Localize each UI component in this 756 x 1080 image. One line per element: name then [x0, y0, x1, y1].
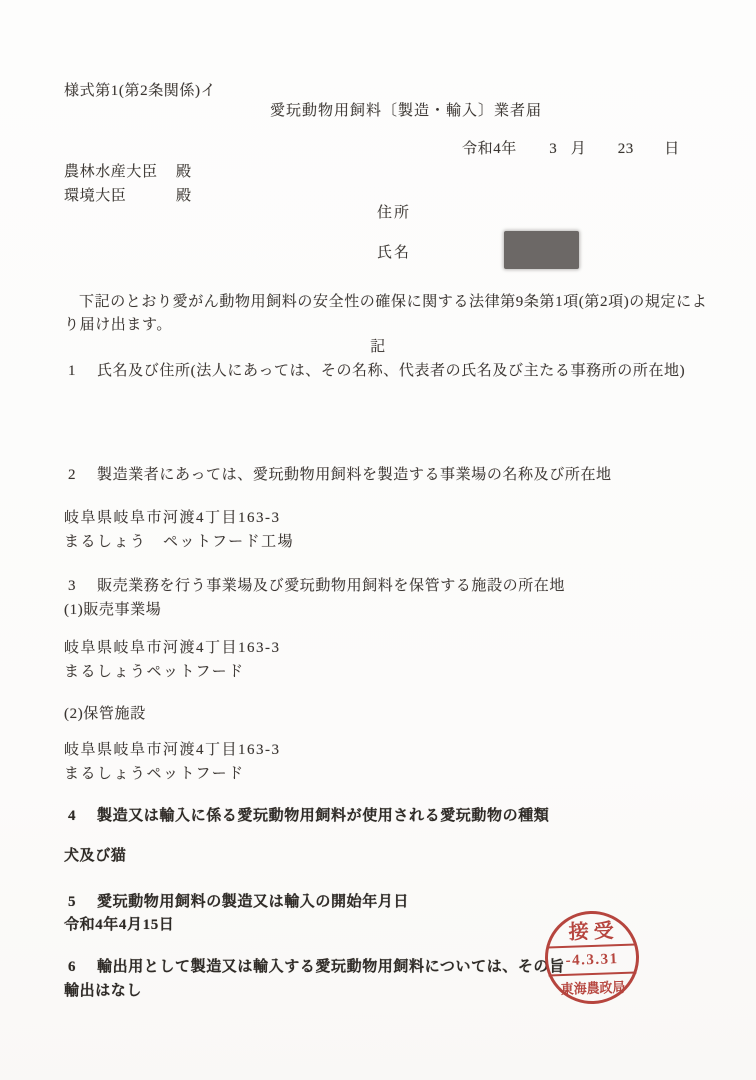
item-4-number: 4 — [68, 808, 77, 824]
addressee-environment-honorific: 殿 — [176, 188, 192, 204]
item-6-heading-text: 輸出用として製造又は輸入する愛玩動物用飼料については、その旨 — [97, 959, 565, 975]
item-1-number: 1 — [68, 363, 77, 379]
reception-stamp-date: -4.3.31 — [548, 945, 637, 976]
item-4-heading-text: 製造又は輸入に係る愛玩動物用飼料が使用される愛玩動物の種類 — [97, 808, 550, 824]
addressee-name: 農林水産大臣 — [64, 164, 158, 180]
form-reference: 様式第1(第2条関係)イ — [64, 83, 217, 99]
item-3-sub-1-label: (1)販売事業場 — [64, 602, 162, 618]
applicant-name-label: 氏名 — [377, 245, 412, 261]
addressee-agriculture-minister — [64, 162, 158, 182]
item-3-sub-1-name-line: まるしょうペットフード — [64, 664, 245, 680]
addressee-environment-minister — [64, 186, 126, 206]
intro-paragraph: 下記のとおり愛がん動物用飼料の安全性の確保に関する法律第9条第1項(第2項)の規定により届け出ます。 — [64, 294, 708, 333]
item-3-sub-1-address-line: 岐阜県岐阜市河渡4丁目163-3 — [64, 640, 281, 656]
item-2-heading — [68, 465, 612, 485]
applicant-address-label: 住所 — [377, 205, 412, 221]
addressee-agriculture-honorific: 殿 — [176, 164, 192, 180]
item-1-heading-text: 氏名及び住所(法人にあっては、その名称、代表者の氏名及び主たる事務所の所在地) — [97, 363, 686, 379]
date-line — [462, 139, 680, 159]
item-6-heading — [68, 957, 565, 977]
date-month-unit: 月 — [570, 141, 587, 157]
item-3-sub-2-address-line: 岐阜県岐阜市河渡4丁目163-3 — [64, 742, 281, 758]
item-5-heading — [68, 892, 409, 912]
item-3-heading-text: 販売業務を行う事業場及び愛玩動物用飼料を保管する施設の所在地 — [97, 578, 566, 594]
date-era-year: 令和4年 — [462, 141, 517, 157]
reception-stamp-office: 東海農政局 — [560, 980, 626, 999]
date-day-value: 23 — [617, 141, 634, 157]
reception-stamp — [543, 909, 640, 1005]
item-6-number: 6 — [68, 959, 77, 975]
item-1-heading — [68, 361, 685, 381]
date-month-value: 3 — [549, 141, 558, 157]
item-4-heading — [68, 806, 549, 826]
item-5-heading-text: 愛玩動物用飼料の製造又は輸入の開始年月日 — [97, 894, 410, 910]
item-3-number: 3 — [68, 578, 77, 594]
redacted-name-box — [504, 231, 579, 269]
item-2-heading-text: 製造業者にあっては、愛玩動物用飼料を製造する事業場の名称及び所在地 — [97, 467, 612, 483]
item-2-address-line: 岐阜県岐阜市河渡4丁目163-3 — [64, 510, 281, 526]
item-3-sub-2-name-line: まるしょうペットフード — [64, 766, 245, 782]
addressee-name: 環境大臣 — [64, 188, 127, 204]
page-title: 愛玩動物用飼料〔製造・輸入〕業者届 — [269, 103, 542, 119]
list-heading-ki: 記 — [370, 339, 386, 355]
item-3-sub-2-label: (2)保管施設 — [64, 706, 146, 722]
item-2-name-line: まるしょう ペットフード工場 — [64, 534, 295, 550]
item-5-answer-line: 令和4年4月15日 — [64, 917, 175, 933]
item-2-number: 2 — [68, 467, 77, 483]
item-4-answer-line: 犬及び猫 — [64, 848, 127, 864]
date-day-unit: 日 — [664, 141, 680, 157]
item-6-answer-line: 輸出はなし — [64, 983, 143, 999]
item-3-heading — [68, 576, 565, 596]
reception-stamp-label: 接受 — [547, 912, 636, 948]
item-5-number: 5 — [68, 894, 77, 910]
